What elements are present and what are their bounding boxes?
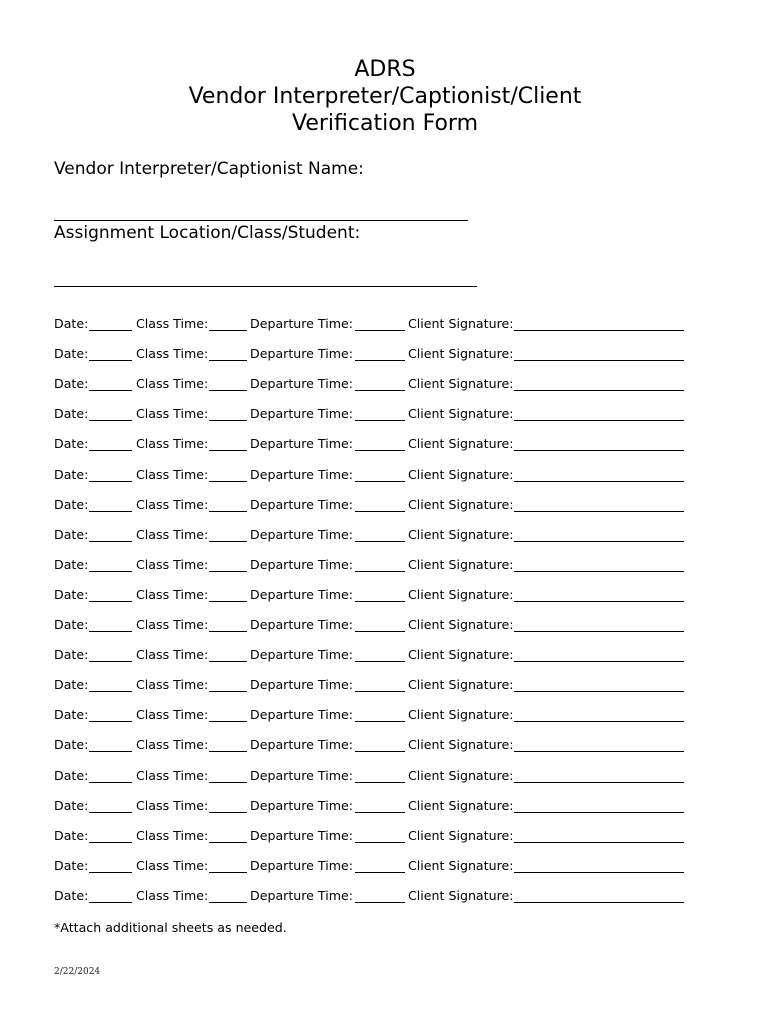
client-signature-label: Client Signature: [408, 316, 514, 331]
class-time-label: Class Time: [136, 496, 209, 512]
class-time-blank[interactable] [209, 721, 247, 722]
class-time-label: Class Time: [136, 346, 209, 362]
class-time-blank[interactable] [209, 420, 247, 421]
date-label: Date: [54, 316, 89, 331]
client-signature-blank[interactable] [514, 631, 684, 632]
departure-time-label: Departure Time: [250, 857, 353, 873]
departure-time-label: Departure Time: [250, 617, 353, 632]
departure-time-blank[interactable] [355, 390, 405, 391]
date-label: Date: [54, 647, 89, 663]
date-blank[interactable] [89, 812, 132, 813]
date-blank[interactable] [89, 511, 132, 512]
date-label: Date: [54, 586, 89, 602]
date-label: Date: [54, 827, 89, 843]
assignment-location-line[interactable] [54, 286, 477, 287]
date-blank[interactable] [89, 390, 132, 391]
departure-time-blank[interactable] [355, 812, 405, 813]
class-time-blank[interactable] [209, 541, 247, 542]
departure-time-blank[interactable] [355, 541, 405, 542]
client-signature-label: Client Signature: [408, 436, 514, 452]
client-signature-blank[interactable] [514, 661, 684, 662]
client-signature-blank[interactable] [514, 571, 684, 572]
class-time-label: Class Time: [136, 647, 209, 663]
client-signature-label: Client Signature: [408, 496, 514, 512]
client-signature-blank[interactable] [514, 782, 684, 783]
date-label: Date: [54, 346, 89, 362]
client-signature-label: Client Signature: [408, 466, 514, 482]
class-time-label: Class Time: [136, 406, 209, 422]
departure-time-blank[interactable] [355, 751, 405, 752]
class-time-blank[interactable] [209, 782, 247, 783]
client-signature-label: Client Signature: [408, 677, 514, 693]
departure-time-blank[interactable] [355, 420, 405, 421]
departure-time-label: Departure Time: [250, 767, 353, 783]
client-signature-label: Client Signature: [408, 526, 514, 542]
date-blank[interactable] [89, 541, 132, 542]
class-time-label: Class Time: [136, 556, 209, 572]
departure-time-blank[interactable] [355, 782, 405, 783]
client-signature-blank[interactable] [514, 511, 684, 512]
client-signature-label: Client Signature: [408, 556, 514, 572]
date-blank[interactable] [89, 902, 132, 903]
client-signature-blank[interactable] [514, 902, 684, 903]
class-time-label: Class Time: [136, 316, 209, 331]
date-label: Date: [54, 767, 89, 783]
client-signature-blank[interactable] [514, 420, 684, 421]
date-label: Date: [54, 857, 89, 873]
class-time-blank[interactable] [209, 842, 247, 843]
departure-time-label: Departure Time: [250, 887, 353, 903]
departure-time-label: Departure Time: [250, 827, 353, 843]
class-time-blank[interactable] [209, 360, 247, 361]
departure-time-blank[interactable] [355, 872, 405, 873]
departure-time-blank[interactable] [355, 450, 405, 451]
class-time-label: Class Time: [136, 797, 209, 813]
departure-time-label: Departure Time: [250, 677, 353, 693]
client-signature-blank[interactable] [514, 360, 684, 361]
class-time-label: Class Time: [136, 827, 209, 843]
departure-time-label: Departure Time: [250, 436, 353, 452]
departure-time-label: Departure Time: [250, 466, 353, 482]
client-signature-label: Client Signature: [408, 376, 514, 392]
client-signature-blank[interactable] [514, 872, 684, 873]
departure-time-label: Departure Time: [250, 496, 353, 512]
class-time-label: Class Time: [136, 586, 209, 602]
departure-time-blank[interactable] [355, 902, 405, 903]
vendor-name-label: Vendor Interpreter/Captionist Name: [54, 159, 364, 179]
class-time-blank[interactable] [209, 812, 247, 813]
class-time-blank[interactable] [209, 571, 247, 572]
departure-time-blank[interactable] [355, 661, 405, 662]
class-time-label: Class Time: [136, 526, 209, 542]
class-time-blank[interactable] [209, 902, 247, 903]
date-label: Date: [54, 677, 89, 693]
departure-time-blank[interactable] [355, 842, 405, 843]
form-title [0, 56, 770, 137]
date-label: Date: [54, 466, 89, 482]
class-time-label: Class Time: [136, 436, 209, 452]
departure-time-label: Departure Time: [250, 586, 353, 602]
assignment-location-label: Assignment Location/Class/Student: [54, 223, 361, 243]
client-signature-label: Client Signature: [408, 857, 514, 873]
client-signature-blank[interactable] [514, 450, 684, 451]
client-signature-label: Client Signature: [408, 406, 514, 422]
date-blank[interactable] [89, 872, 132, 873]
client-signature-label: Client Signature: [408, 827, 514, 843]
departure-time-label: Departure Time: [250, 316, 353, 331]
title-line-1: ADRS [354, 57, 416, 82]
date-blank[interactable] [89, 842, 132, 843]
class-time-label: Class Time: [136, 737, 209, 753]
class-time-label: Class Time: [136, 617, 209, 632]
departure-time-blank[interactable] [355, 691, 405, 692]
date-label: Date: [54, 737, 89, 753]
departure-time-label: Departure Time: [250, 346, 353, 362]
date-blank[interactable] [89, 420, 132, 421]
date-blank[interactable] [89, 360, 132, 361]
date-label: Date: [54, 617, 89, 632]
class-time-blank[interactable] [209, 872, 247, 873]
client-signature-blank[interactable] [514, 601, 684, 602]
date-label: Date: [54, 887, 89, 903]
class-time-label: Class Time: [136, 887, 209, 903]
vendor-name-line[interactable] [54, 220, 468, 221]
class-time-label: Class Time: [136, 707, 209, 723]
date-label: Date: [54, 556, 89, 572]
date-blank[interactable] [89, 601, 132, 602]
departure-time-label: Departure Time: [250, 526, 353, 542]
client-signature-label: Client Signature: [408, 797, 514, 813]
class-time-blank[interactable] [209, 751, 247, 752]
date-blank[interactable] [89, 782, 132, 783]
client-signature-label: Client Signature: [408, 887, 514, 903]
class-time-label: Class Time: [136, 376, 209, 392]
departure-time-blank[interactable] [355, 481, 405, 482]
client-signature-label: Client Signature: [408, 617, 514, 632]
departure-time-label: Departure Time: [250, 737, 353, 753]
departure-time-blank[interactable] [355, 330, 405, 331]
departure-time-blank[interactable] [355, 571, 405, 572]
client-signature-blank[interactable] [514, 691, 684, 692]
client-signature-label: Client Signature: [408, 707, 514, 723]
date-blank[interactable] [89, 751, 132, 752]
attach-note: *Attach additional sheets as needed. [54, 920, 287, 935]
date-blank[interactable] [89, 631, 132, 632]
class-time-blank[interactable] [209, 631, 247, 632]
departure-time-label: Departure Time: [250, 797, 353, 813]
departure-time-blank[interactable] [355, 631, 405, 632]
class-time-label: Class Time: [136, 767, 209, 783]
class-time-blank[interactable] [209, 601, 247, 602]
date-label: Date: [54, 496, 89, 512]
date-blank[interactable] [89, 481, 132, 482]
departure-time-label: Departure Time: [250, 406, 353, 422]
date-blank[interactable] [89, 721, 132, 722]
departure-time-blank[interactable] [355, 721, 405, 722]
class-time-blank[interactable] [209, 330, 247, 331]
class-time-blank[interactable] [209, 691, 247, 692]
date-label: Date: [54, 797, 89, 813]
client-signature-blank[interactable] [514, 541, 684, 542]
client-signature-blank[interactable] [514, 390, 684, 391]
date-blank[interactable] [89, 330, 132, 331]
class-time-label: Class Time: [136, 857, 209, 873]
departure-time-label: Departure Time: [250, 707, 353, 723]
departure-time-label: Departure Time: [250, 556, 353, 572]
client-signature-blank[interactable] [514, 721, 684, 722]
departure-time-blank[interactable] [355, 601, 405, 602]
class-time-blank[interactable] [209, 481, 247, 482]
class-time-blank[interactable] [209, 390, 247, 391]
client-signature-blank[interactable] [514, 812, 684, 813]
date-label: Date: [54, 406, 89, 422]
departure-time-blank[interactable] [355, 360, 405, 361]
class-time-blank[interactable] [209, 511, 247, 512]
date-label: Date: [54, 436, 89, 452]
title-line-3: Verification Form [291, 111, 479, 136]
date-blank[interactable] [89, 450, 132, 451]
client-signature-label: Client Signature: [408, 767, 514, 783]
class-time-blank[interactable] [209, 450, 247, 451]
client-signature-label: Client Signature: [408, 346, 514, 362]
class-time-label: Class Time: [136, 466, 209, 482]
client-signature-label: Client Signature: [408, 737, 514, 753]
title-line-2: Vendor Interpreter/Captionist/Client [188, 84, 582, 109]
date-label: Date: [54, 707, 89, 723]
date-blank[interactable] [89, 661, 132, 662]
client-signature-label: Client Signature: [408, 586, 514, 602]
date-label: Date: [54, 376, 89, 392]
date-label: Date: [54, 526, 89, 542]
class-time-blank[interactable] [209, 661, 247, 662]
date-blank[interactable] [89, 691, 132, 692]
client-signature-blank[interactable] [514, 842, 684, 843]
departure-time-label: Departure Time: [250, 647, 353, 663]
date-blank[interactable] [89, 571, 132, 572]
class-time-label: Class Time: [136, 677, 209, 693]
footer-date: 2/22/2024 [54, 967, 101, 977]
departure-time-blank[interactable] [355, 511, 405, 512]
client-signature-label: Client Signature: [408, 647, 514, 663]
client-signature-blank[interactable] [514, 751, 684, 752]
client-signature-blank[interactable] [514, 330, 684, 331]
client-signature-blank[interactable] [514, 481, 684, 482]
departure-time-label: Departure Time: [250, 376, 353, 392]
